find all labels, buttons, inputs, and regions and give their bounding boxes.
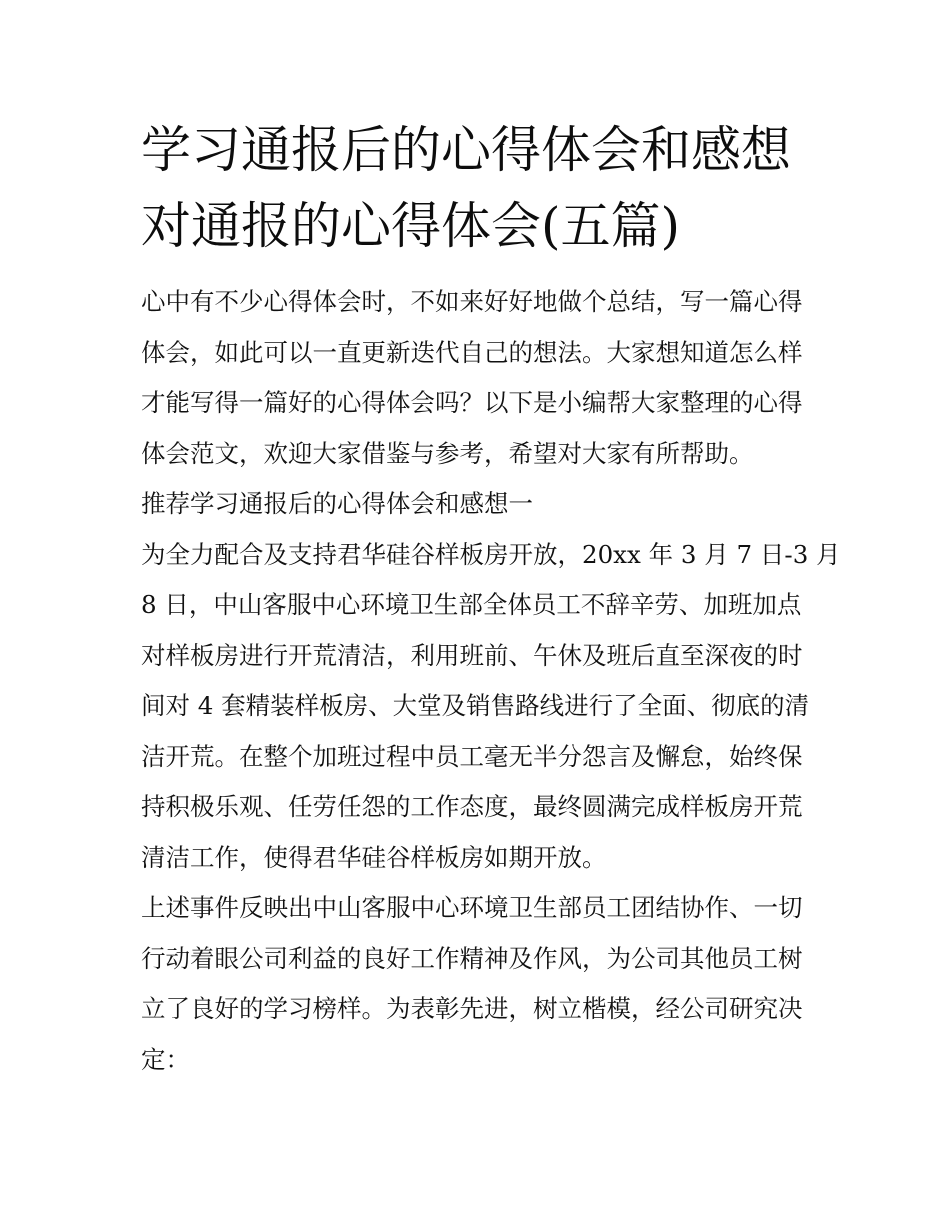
- text-line: 才能写得一篇好的心得体会吗？以下是小编帮大家整理的心得: [141, 388, 803, 417]
- section-heading: [141, 479, 811, 530]
- document-title: [141, 112, 821, 264]
- title-line: 学习通报后的心得体会和感想: [141, 121, 791, 179]
- text-line: 定：: [141, 1044, 190, 1074]
- text-line: 体会范文，欢迎大家借鉴与参考，希望对大家有所帮助。: [141, 438, 754, 468]
- text-line: 清洁工作，使得君华硅谷样板房如期开放。: [141, 842, 607, 872]
- body-paragraph: [141, 883, 811, 1085]
- text-line: 心中有不少心得体会时，不如来好好地做个总结，写一篇心得: [141, 287, 803, 316]
- intro-paragraph: [141, 277, 811, 479]
- text-line: 对样板房进行开荒清洁，利用班前、午休及班后直至深夜的时: [141, 640, 803, 670]
- document-body: [141, 277, 841, 1085]
- text-line: 行动着眼公司利益的良好工作精神及作风，为公司其他员工树: [141, 943, 803, 973]
- text-line: 为全力配合及支持君华硅谷样板房开放，20xx 年 3 月 7 日-3 月: [141, 539, 841, 569]
- text-line: 洁开荒。在整个加班过程中员工毫无半分怨言及懈怠，始终保: [141, 741, 803, 771]
- text-line: 推荐学习通报后的心得体会和感想一: [141, 489, 533, 518]
- text-line: 持积极乐观、任劳任怨的工作态度，最终圆满完成样板房开荒: [141, 792, 803, 821]
- body-paragraph: [141, 530, 841, 884]
- text-line: 上述事件反映出中山客服中心环境卫生部员工团结协作、一切: [141, 893, 803, 922]
- text-line: 8 日，中山客服中心环境卫生部全体员工不辞辛劳、加班加点: [141, 590, 802, 619]
- title-line: 对通报的心得体会(五篇): [141, 197, 681, 255]
- text-line: 体会，如此可以一直更新迭代自己的想法。大家想知道怎么样: [141, 337, 803, 367]
- text-line: 间对 4 套精装样板房、大堂及销售路线进行了全面、彻底的清: [141, 691, 810, 720]
- text-line: 立了良好的学习榜样。为表彰先进，树立楷模，经公司研究决: [141, 994, 803, 1023]
